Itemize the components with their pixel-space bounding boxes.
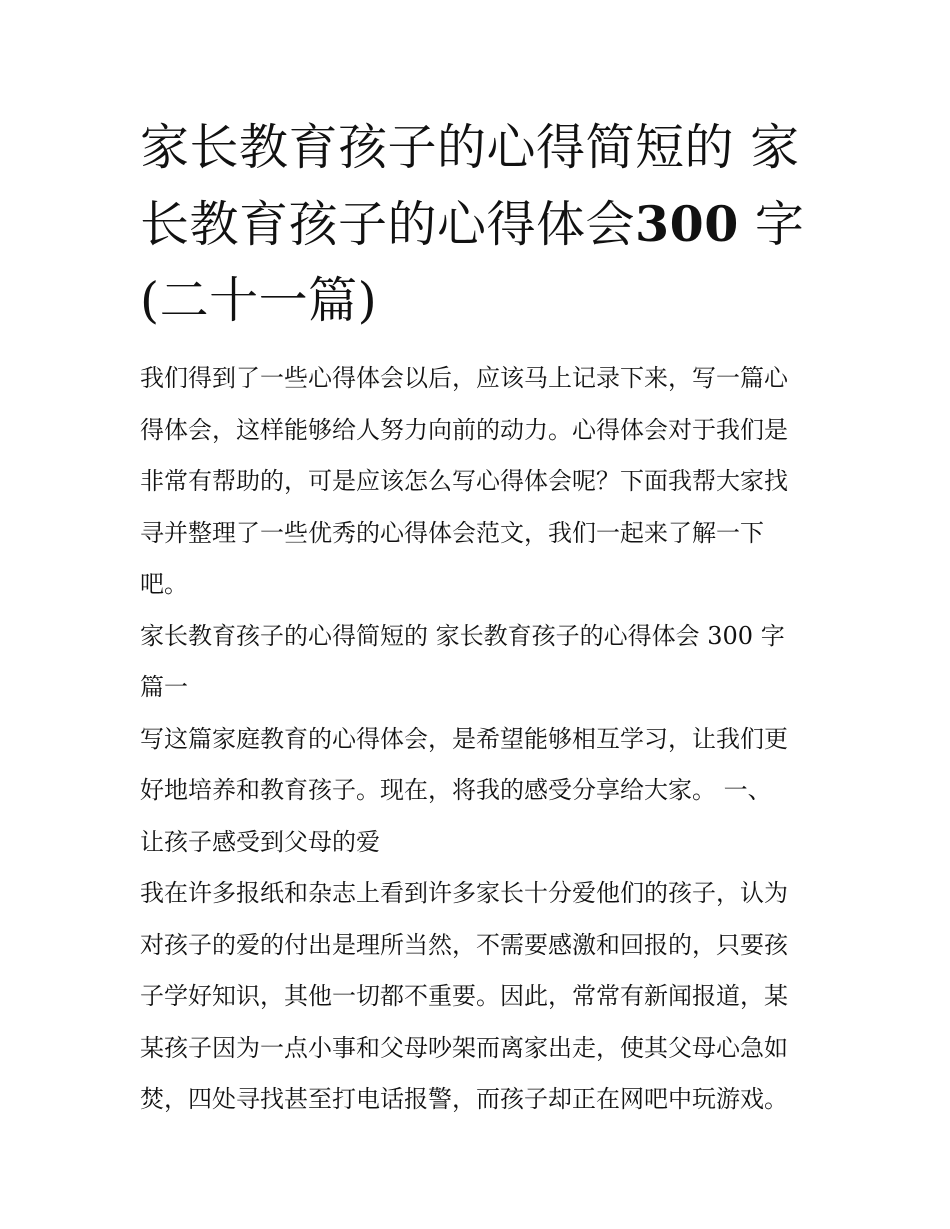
intro-line: 非常有帮助的，可是应该怎么写心得体会呢？下面我帮大家找 <box>140 467 788 495</box>
paragraph-line: 子学好知识，其他一切都不重要。因此，常常有新闻报道，某 <box>140 982 788 1010</box>
intro-line: 我们得到了一些心得体会以后，应该马上记录下来，写一篇心 <box>140 364 788 392</box>
section-heading-line: 家长教育孩子的心得简短的 家长教育孩子的心得体会 300 字 <box>140 621 785 650</box>
paragraph-line: 对孩子的爱的付出是理所当然，不需要感激和回报的，只要孩 <box>140 930 788 959</box>
intro-line: 吧。 <box>140 570 188 598</box>
intro-line: 寻并整理了一些优秀的心得体会范文，我们一起来了解一下 <box>140 518 764 547</box>
paragraph-line: 焚，四处寻找甚至打电话报警，而孩子却正在网吧中玩游戏。 <box>140 1085 788 1113</box>
title-text: 字 <box>754 196 805 253</box>
paragraph-line: 写这篇家庭教育的心得体会，是希望能够相互学习，让我们更 <box>140 724 788 753</box>
paragraph-line: 好地培养和教育孩子。现在，将我的感受分享给大家。 一、 <box>140 776 772 804</box>
document-title <box>140 110 816 339</box>
title-line <box>140 186 816 263</box>
title-number: 300 <box>635 195 739 253</box>
title-line: (二十一篇) <box>140 272 378 329</box>
title-text: 长教育孩子的心得体会 <box>140 196 636 253</box>
paragraph-line: 某孩子因为一点小事和父母吵架而离家出走，使其父母心急如 <box>140 1033 788 1062</box>
intro-line: 得体会，这样能够给人努力向前的动力。心得体会对于我们是 <box>140 415 788 444</box>
paragraph-line: 我在许多报纸和杂志上看到许多家长十分爱他们的孩子，认为 <box>140 879 788 907</box>
document-body <box>140 353 816 1126</box>
document-content <box>140 110 816 1126</box>
paragraph-line: 让孩子感受到父母的爱 <box>140 827 380 856</box>
title-line: 家长教育孩子的心得简短的 家 <box>140 119 800 176</box>
section-heading-line: 篇一 <box>140 673 188 701</box>
